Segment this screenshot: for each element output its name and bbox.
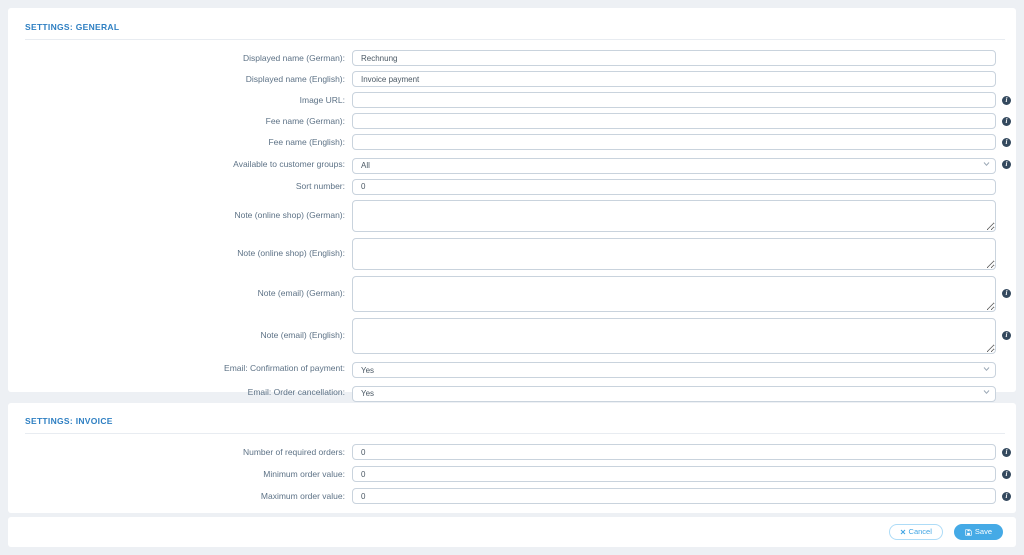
form-row	[17, 276, 1008, 312]
customer-groups-select[interactable]	[352, 158, 996, 174]
form-row	[17, 466, 1008, 482]
info-icon[interactable]: i	[1002, 160, 1011, 169]
min-order-value-label: Minimum order value:	[263, 468, 345, 479]
note-email-german-label: Note (email) (German):	[257, 288, 345, 298]
image-url-label: Image URL:	[299, 94, 345, 105]
note-email-german-textarea[interactable]	[352, 276, 996, 312]
max-order-value-label: Maximum order value:	[260, 490, 345, 501]
form-row	[17, 488, 1008, 504]
displayed-name-german-label: Displayed name (German):	[242, 52, 345, 63]
form-row	[17, 71, 1005, 87]
cancel-button-label: Cancel	[908, 527, 932, 537]
save-disk-icon	[965, 529, 972, 536]
note-email-english-label: Note (email) (English):	[260, 330, 345, 340]
form-row	[17, 155, 1008, 174]
sort-number-input[interactable]	[352, 179, 996, 195]
form-row	[17, 444, 1008, 460]
settings-general-card	[8, 8, 1016, 397]
displayed-name-english-label: Displayed name (English):	[245, 73, 345, 84]
fee-name-english-input[interactable]	[352, 134, 996, 150]
form-row	[17, 179, 1005, 195]
info-icon[interactable]: i	[1002, 289, 1011, 298]
displayed-name-english-input[interactable]	[352, 71, 996, 87]
customer-groups-label: Available to customer groups:	[233, 158, 345, 169]
max-order-value-input[interactable]	[352, 488, 996, 504]
email-confirmation-label: Email: Confirmation of payment:	[224, 363, 345, 374]
info-icon[interactable]: i	[1002, 331, 1011, 340]
info-icon[interactable]: i	[1002, 470, 1011, 479]
required-orders-input[interactable]	[352, 444, 996, 460]
info-icon[interactable]: i	[1002, 448, 1011, 457]
form-row	[17, 200, 1005, 232]
divider	[25, 433, 1005, 434]
save-button-label: Save	[974, 527, 992, 537]
image-url-input[interactable]	[352, 92, 996, 108]
info-icon[interactable]: i	[1002, 492, 1011, 501]
form-row	[17, 238, 1005, 270]
sort-number-label: Sort number:	[295, 181, 345, 191]
form-row	[17, 92, 1008, 108]
form-row	[17, 318, 1008, 354]
settings-invoice-card	[8, 403, 1016, 513]
min-order-value-input[interactable]	[352, 466, 996, 482]
email-cancellation-select[interactable]	[352, 386, 996, 402]
info-icon[interactable]: i	[1002, 138, 1011, 147]
divider	[25, 39, 1005, 40]
required-orders-label: Number of required orders:	[242, 446, 345, 457]
displayed-name-german-input[interactable]	[352, 50, 996, 66]
form-row	[17, 383, 1005, 402]
general-form	[17, 50, 1008, 402]
form-row	[17, 113, 1008, 129]
cancel-button[interactable]	[889, 524, 943, 540]
invoice-form	[17, 444, 1008, 504]
info-icon[interactable]: i	[1002, 96, 1011, 105]
fee-name-german-label: Fee name (German):	[265, 115, 345, 126]
note-shop-english-label: Note (online shop) (English):	[237, 248, 345, 258]
form-row	[17, 50, 1005, 66]
cancel-x-icon	[900, 529, 906, 535]
note-email-english-textarea[interactable]	[352, 318, 996, 354]
form-row	[17, 134, 1008, 150]
note-shop-english-textarea[interactable]	[352, 238, 996, 270]
fee-name-english-label: Fee name (English):	[268, 136, 345, 147]
section-title-invoice: SETTINGS: INVOICE	[25, 416, 113, 426]
save-button[interactable]	[954, 524, 1003, 540]
section-title-general: SETTINGS: GENERAL	[25, 22, 120, 32]
note-shop-german-textarea[interactable]	[352, 200, 996, 232]
info-icon[interactable]: i	[1002, 117, 1011, 126]
email-cancellation-label: Email: Order cancellation:	[247, 386, 345, 397]
action-bar	[8, 517, 1016, 547]
email-confirmation-select[interactable]	[352, 362, 996, 378]
fee-name-german-input[interactable]	[352, 113, 996, 129]
note-shop-german-label: Note (online shop) (German):	[234, 210, 345, 220]
form-row	[17, 360, 1005, 379]
